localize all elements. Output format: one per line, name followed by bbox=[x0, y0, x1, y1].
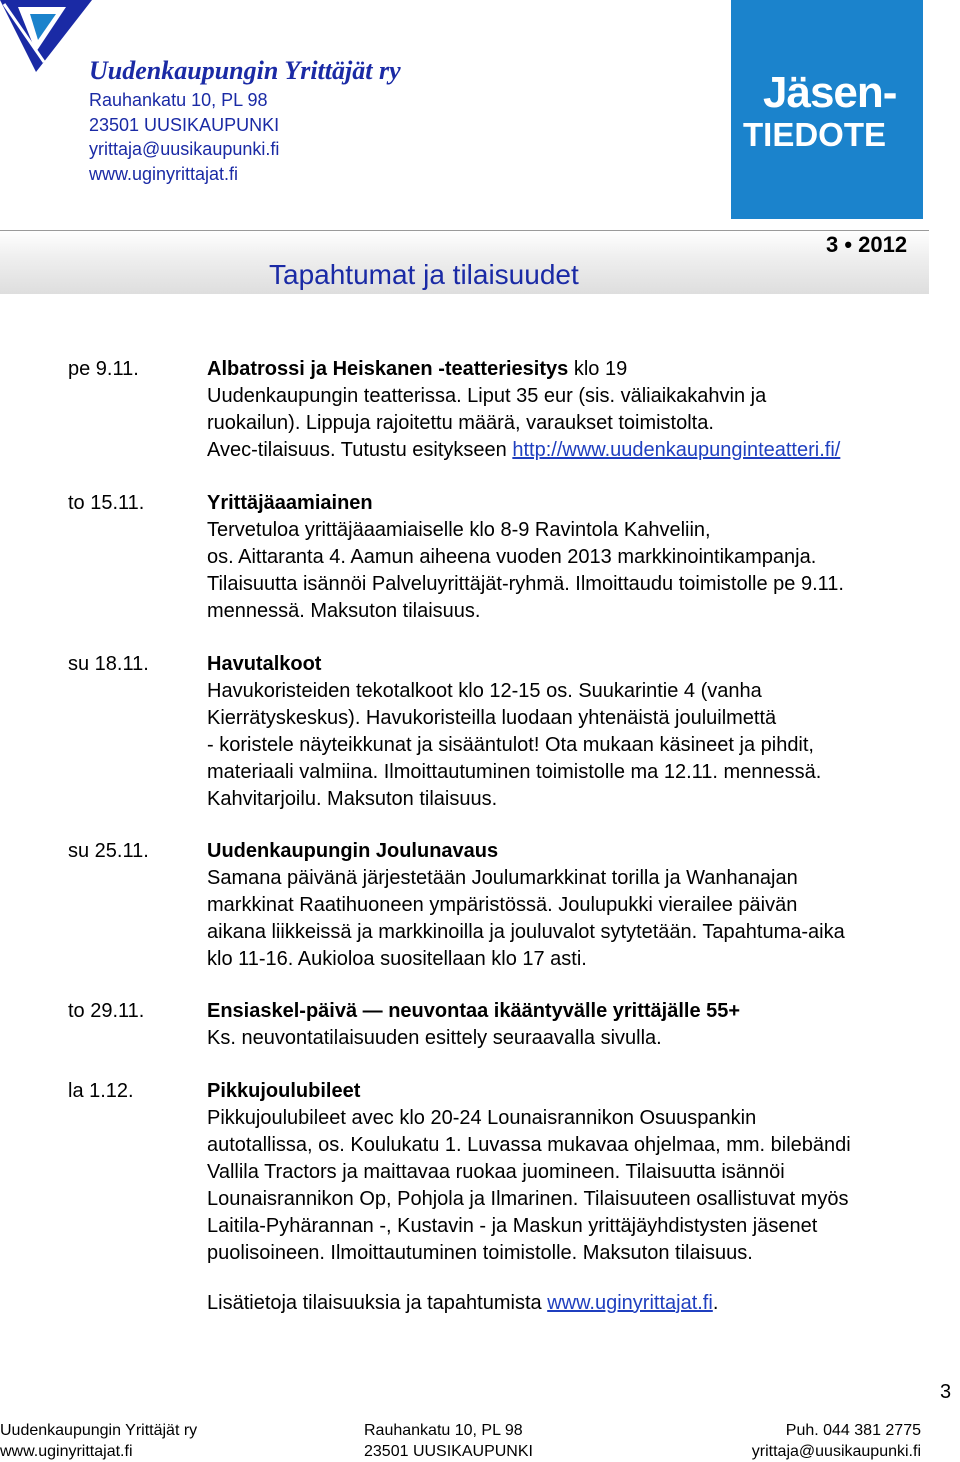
org-website: www.uginyrittajat.fi bbox=[89, 163, 239, 184]
footer-org: Uudenkaupungin Yrittäjät ry bbox=[0, 1422, 198, 1439]
org-name: Uudenkaupungin Yrittäjät ry bbox=[89, 56, 401, 85]
event-title: Uudenkaupungin Joulunavaus bbox=[207, 840, 499, 862]
page-number: 3 bbox=[940, 1381, 952, 1403]
event-body bbox=[207, 1078, 959, 1267]
event-date: su 25.11. bbox=[68, 840, 149, 862]
event-date: to 29.11. bbox=[68, 1000, 145, 1022]
event-text: Uudenkaupungin teatterissa. Liput 35 eur (sis. väliaikakahvin ja bbox=[207, 385, 767, 407]
event-body bbox=[207, 838, 959, 973]
info-prefix: Lisätietoja tilaisuuksia ja tapahtumista bbox=[207, 1292, 548, 1314]
footer-phone: Puh. 044 381 2775 bbox=[785, 1422, 921, 1439]
badge-line1: Jäsen- bbox=[763, 68, 897, 117]
event-text: Lounaisrannikon Op, Pohjola ja Ilmarinen. Tilaisuuteen osallistuvat myös bbox=[207, 1188, 849, 1210]
more-info-line bbox=[207, 1290, 718, 1317]
event-title: Albatrossi ja Heiskanen -teatteriesitys bbox=[207, 358, 569, 380]
footer-website: www.uginyrittajat.fi bbox=[0, 1443, 133, 1460]
event-text: klo 11-16. Aukioloa suositellaan klo 17 asti. bbox=[207, 948, 587, 970]
event-text: Samana päivänä järjestetään Joulumarkkinat torilla ja Wanhanajan bbox=[207, 867, 798, 889]
org-email: yrittaja@uusikaupunki.fi bbox=[89, 139, 280, 159]
event-body bbox=[207, 651, 959, 813]
event-text: Tilaisuutta isännöi Palveluyrittäjät-ryhmä. Ilmoittaudu toimistolle pe 9.11. bbox=[207, 573, 844, 595]
event-date: to 15.11. bbox=[68, 492, 145, 514]
event-title: Pikkujoulubileet bbox=[207, 1080, 361, 1102]
info-suffix: . bbox=[712, 1292, 719, 1314]
event-title-line bbox=[207, 356, 959, 383]
event-text: Kierrätyskeskus). Havukoristeilla luodaan yhtenäistä jouluilmettä bbox=[207, 707, 777, 729]
event-text: autotallissa, os. Koulukatu 1. Luvassa mukavaa ohjelmaa, mm. bilebändi bbox=[207, 1134, 851, 1156]
event-text: aikana liikkeissä ja markkinoilla ja jouluvalot sytytetään. Tapahtuma-aika bbox=[207, 921, 845, 943]
theatre-link[interactable]: http://www.uudenkaupunginteatteri.fi/ bbox=[512, 439, 841, 461]
event-link-prefix: Avec-tilaisuus. Tutustu esitykseen bbox=[207, 439, 513, 461]
event-text: Pikkujoulubileet avec klo 20-24 Lounaisrannikon Osuuspankin bbox=[207, 1107, 757, 1129]
event-text: materiaali valmiina. Ilmoittautuminen toimistolle ma 12.11. mennessä. bbox=[207, 761, 822, 783]
event-title: Yrittäjäaamiainen bbox=[207, 492, 373, 514]
footer-col-middle bbox=[364, 1420, 533, 1462]
event-date: su 18.11. bbox=[68, 653, 149, 675]
section-title: Tapahtumat ja tilaisuudet bbox=[269, 259, 579, 290]
event-text bbox=[207, 437, 959, 464]
org-address: Rauhankatu 10, PL 98 bbox=[89, 90, 268, 110]
event-text: Tervetuloa yrittäjäaamiaiselle klo 8-9 Ravintola Kahveliin, bbox=[207, 519, 711, 541]
event-text: puolisoineen. Ilmoittautuminen toimistolle. Maksuton tilaisuus. bbox=[207, 1242, 753, 1264]
event-body bbox=[207, 998, 959, 1052]
footer-postal: 23501 UUSIKAUPUNKI bbox=[364, 1443, 533, 1460]
event-text: - koristele näyteikkunat ja sisääntulot! Ota mukaan käsineet ja pihdit, bbox=[207, 734, 814, 756]
event-title-suffix: klo 19 bbox=[568, 358, 628, 380]
event-text: os. Aittaranta 4. Aamun aiheena vuoden 2013 markkinointikampanja. bbox=[207, 546, 817, 568]
badge-line2: TIEDOTE bbox=[743, 116, 887, 153]
footer-col-right bbox=[733, 1420, 921, 1462]
event-body bbox=[207, 356, 959, 464]
event-text: markkinat Raatihuoneen ympäristössä. Joulupukki vierailee päivän bbox=[207, 894, 798, 916]
event-text: Kahvitarjoilu. Maksuton tilaisuus. bbox=[207, 788, 498, 810]
event-text: ruokailun). Lippuja rajoitettu määrä, varaukset toimistolta. bbox=[207, 412, 714, 434]
event-date: pe 9.11. bbox=[68, 358, 139, 380]
event-text: mennessä. Maksuton tilaisuus. bbox=[207, 600, 481, 622]
org-postal: 23501 UUSIKAUPUNKI bbox=[89, 114, 280, 135]
footer-col-left bbox=[0, 1420, 197, 1462]
event-text: Ks. neuvontatilaisuuden esittely seuraavalla sivulla. bbox=[207, 1027, 662, 1049]
event-text: Havukoristeiden tekotalkoot klo 12-15 os. Suukarintie 4 (vanha bbox=[207, 680, 762, 702]
event-text: Vallila Tractors ja maittavaa ruokaa juomineen. Tilaisuutta isännöi bbox=[207, 1161, 785, 1183]
footer-email: yrittaja@uusikaupunki.fi bbox=[751, 1443, 921, 1460]
issue-number: 3 • 2012 bbox=[826, 232, 908, 257]
event-date: la 1.12. bbox=[68, 1080, 134, 1102]
event-text: Laitila-Pyhärannan -, Kustavin - ja Maskun yrittäjäyhdistysten jäsenet bbox=[207, 1215, 818, 1237]
website-link[interactable]: www.uginyrittajat.fi bbox=[547, 1292, 713, 1314]
event-title: Ensiaskel-päivä — neuvontaa ikääntyvälle yrittäjälle 55+ bbox=[207, 1000, 741, 1022]
event-title: Havutalkoot bbox=[207, 653, 322, 675]
event-body bbox=[207, 490, 959, 625]
footer-address: Rauhankatu 10, PL 98 bbox=[364, 1422, 523, 1439]
